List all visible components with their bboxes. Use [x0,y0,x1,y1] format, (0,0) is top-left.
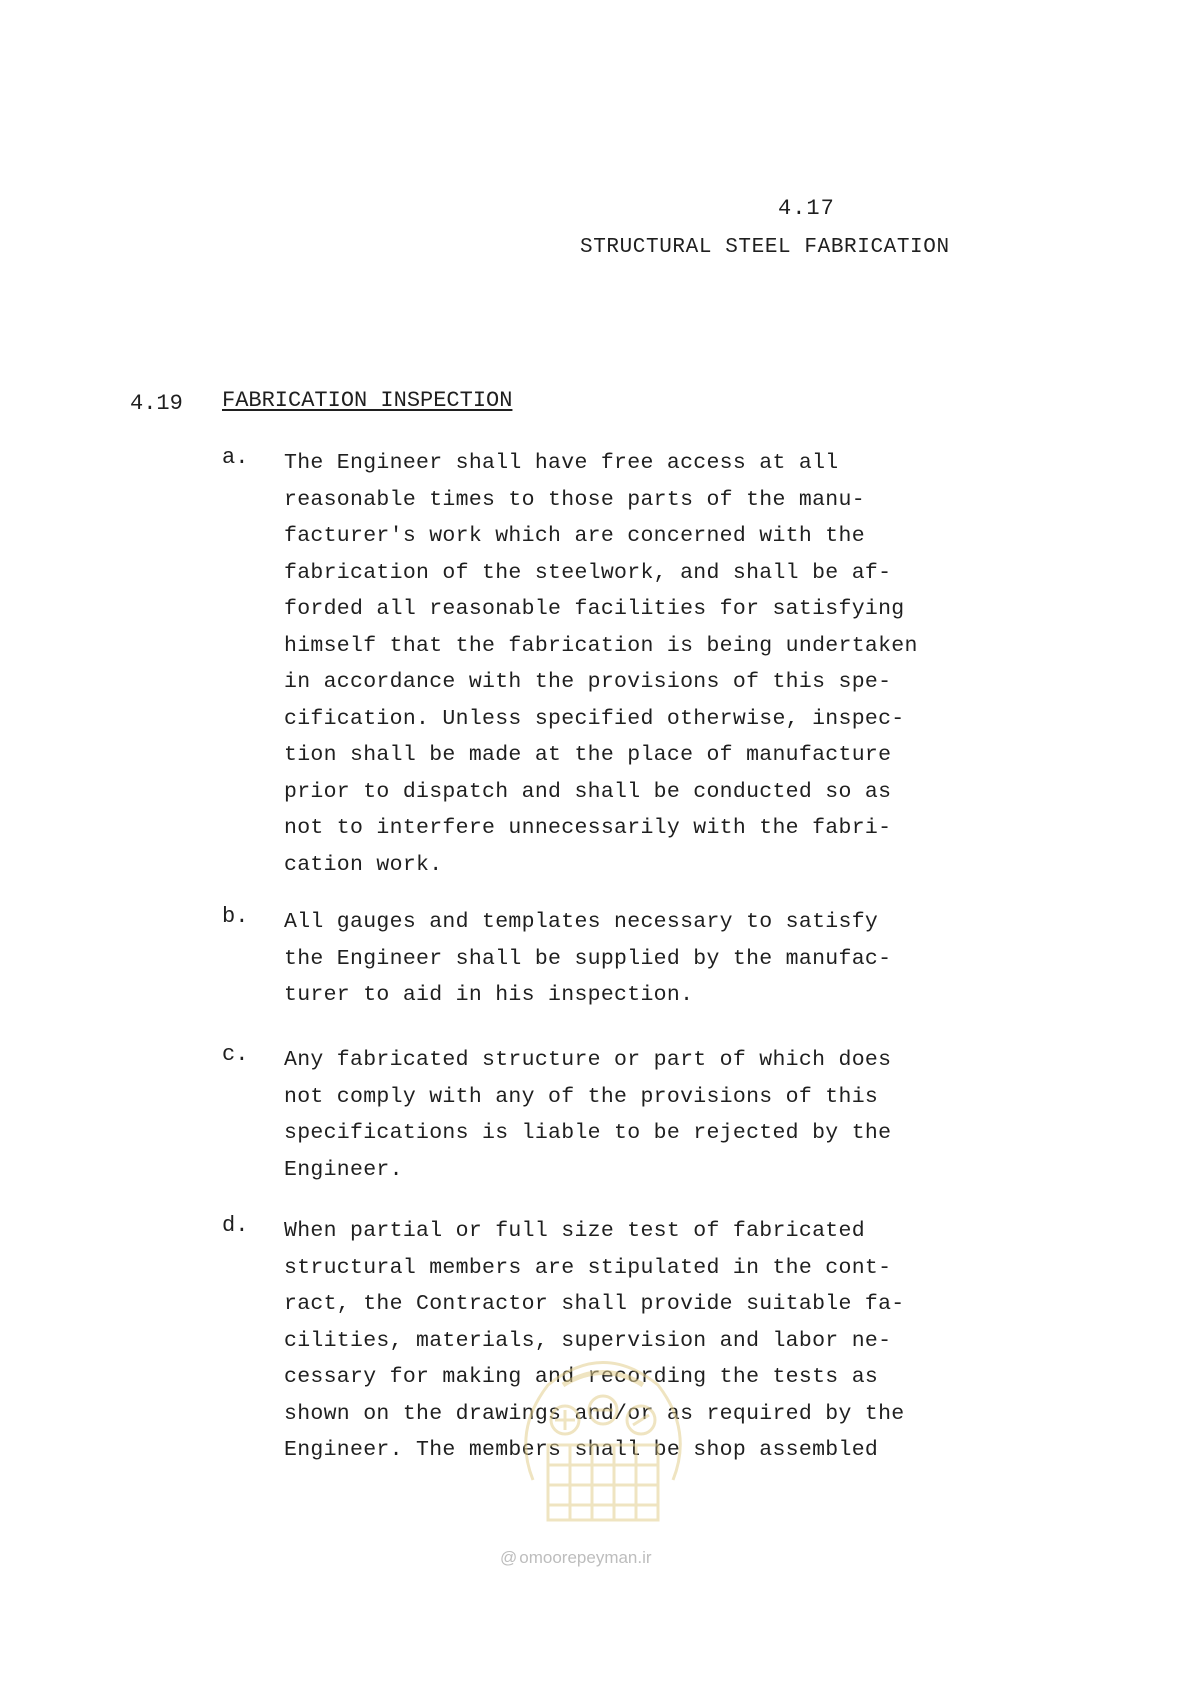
text-line: shown on the drawings and/or as required by the [284,1401,905,1426]
clause-letter: d. [222,1213,249,1238]
text-line: cification. Unless specified otherwise, inspec- [284,706,905,731]
text-line: not to interfere unnecessarily with the fabri- [284,816,892,840]
text-line: in accordance with the provisions of this spe- [284,670,892,694]
section-number: 4.19 [130,391,183,416]
text-line: cilities, materials, supervision and labor ne- [284,1328,892,1353]
text-line: All gauges and templates necessary to satisfy [284,910,879,934]
clause-letter: a. [222,445,249,470]
text-line: not comply with any of the provisions of this [284,1084,879,1109]
text-line: tion shall be made at the place of manufacture [284,743,892,767]
text-line: Engineer. The members shall be shop assembled [284,1438,879,1462]
text-line: cessary for making and recording the tests as [284,1365,879,1389]
clause-text [284,445,918,883]
chapter-number: 4.17 [778,196,835,221]
at-sign-icon: @ [500,1548,518,1567]
text-line: When partial or full size test of fabricated [284,1219,865,1243]
watermark-logo-icon [493,1330,713,1530]
text-line: ract, the Contractor shall provide suitable fa- [284,1292,905,1316]
text-line: The Engineer shall have free access at all [284,451,839,475]
text-line: Any fabricated structure or part of which does [284,1048,892,1072]
text-line: the Engineer shall be supplied by the manufac- [284,946,892,971]
text-line: specifications is liable to be rejected by the [284,1121,892,1145]
watermark-label: omoorepeyman.ir [519,1548,652,1567]
clause-text [284,1042,891,1188]
watermark-text [500,1548,652,1568]
text-line: cation work. [284,852,443,877]
text-line: Engineer. [284,1157,403,1182]
chapter-title: STRUCTURAL STEEL FABRICATION [580,236,950,259]
clause-letter: b. [222,904,249,929]
clause-letter: c. [222,1042,249,1067]
text-line: structural members are stipulated in the cont- [284,1255,892,1280]
text-line: forded all reasonable facilities for satisfying [284,597,905,621]
clause-text [284,904,891,1014]
text-line: reasonable times to those parts of the manu- [284,487,865,512]
text-line: fabrication of the steelwork, and shall be af- [284,560,892,585]
text-line: prior to dispatch and shall be conducted so as [284,779,892,804]
text-line: himself that the fabrication is being undertaken [284,633,918,658]
text-line: turer to aid in his inspection. [284,983,694,1007]
section-title: FABRICATION INSPECTION [222,388,513,413]
text-line: facturer's work which are concerned with the [284,524,865,548]
